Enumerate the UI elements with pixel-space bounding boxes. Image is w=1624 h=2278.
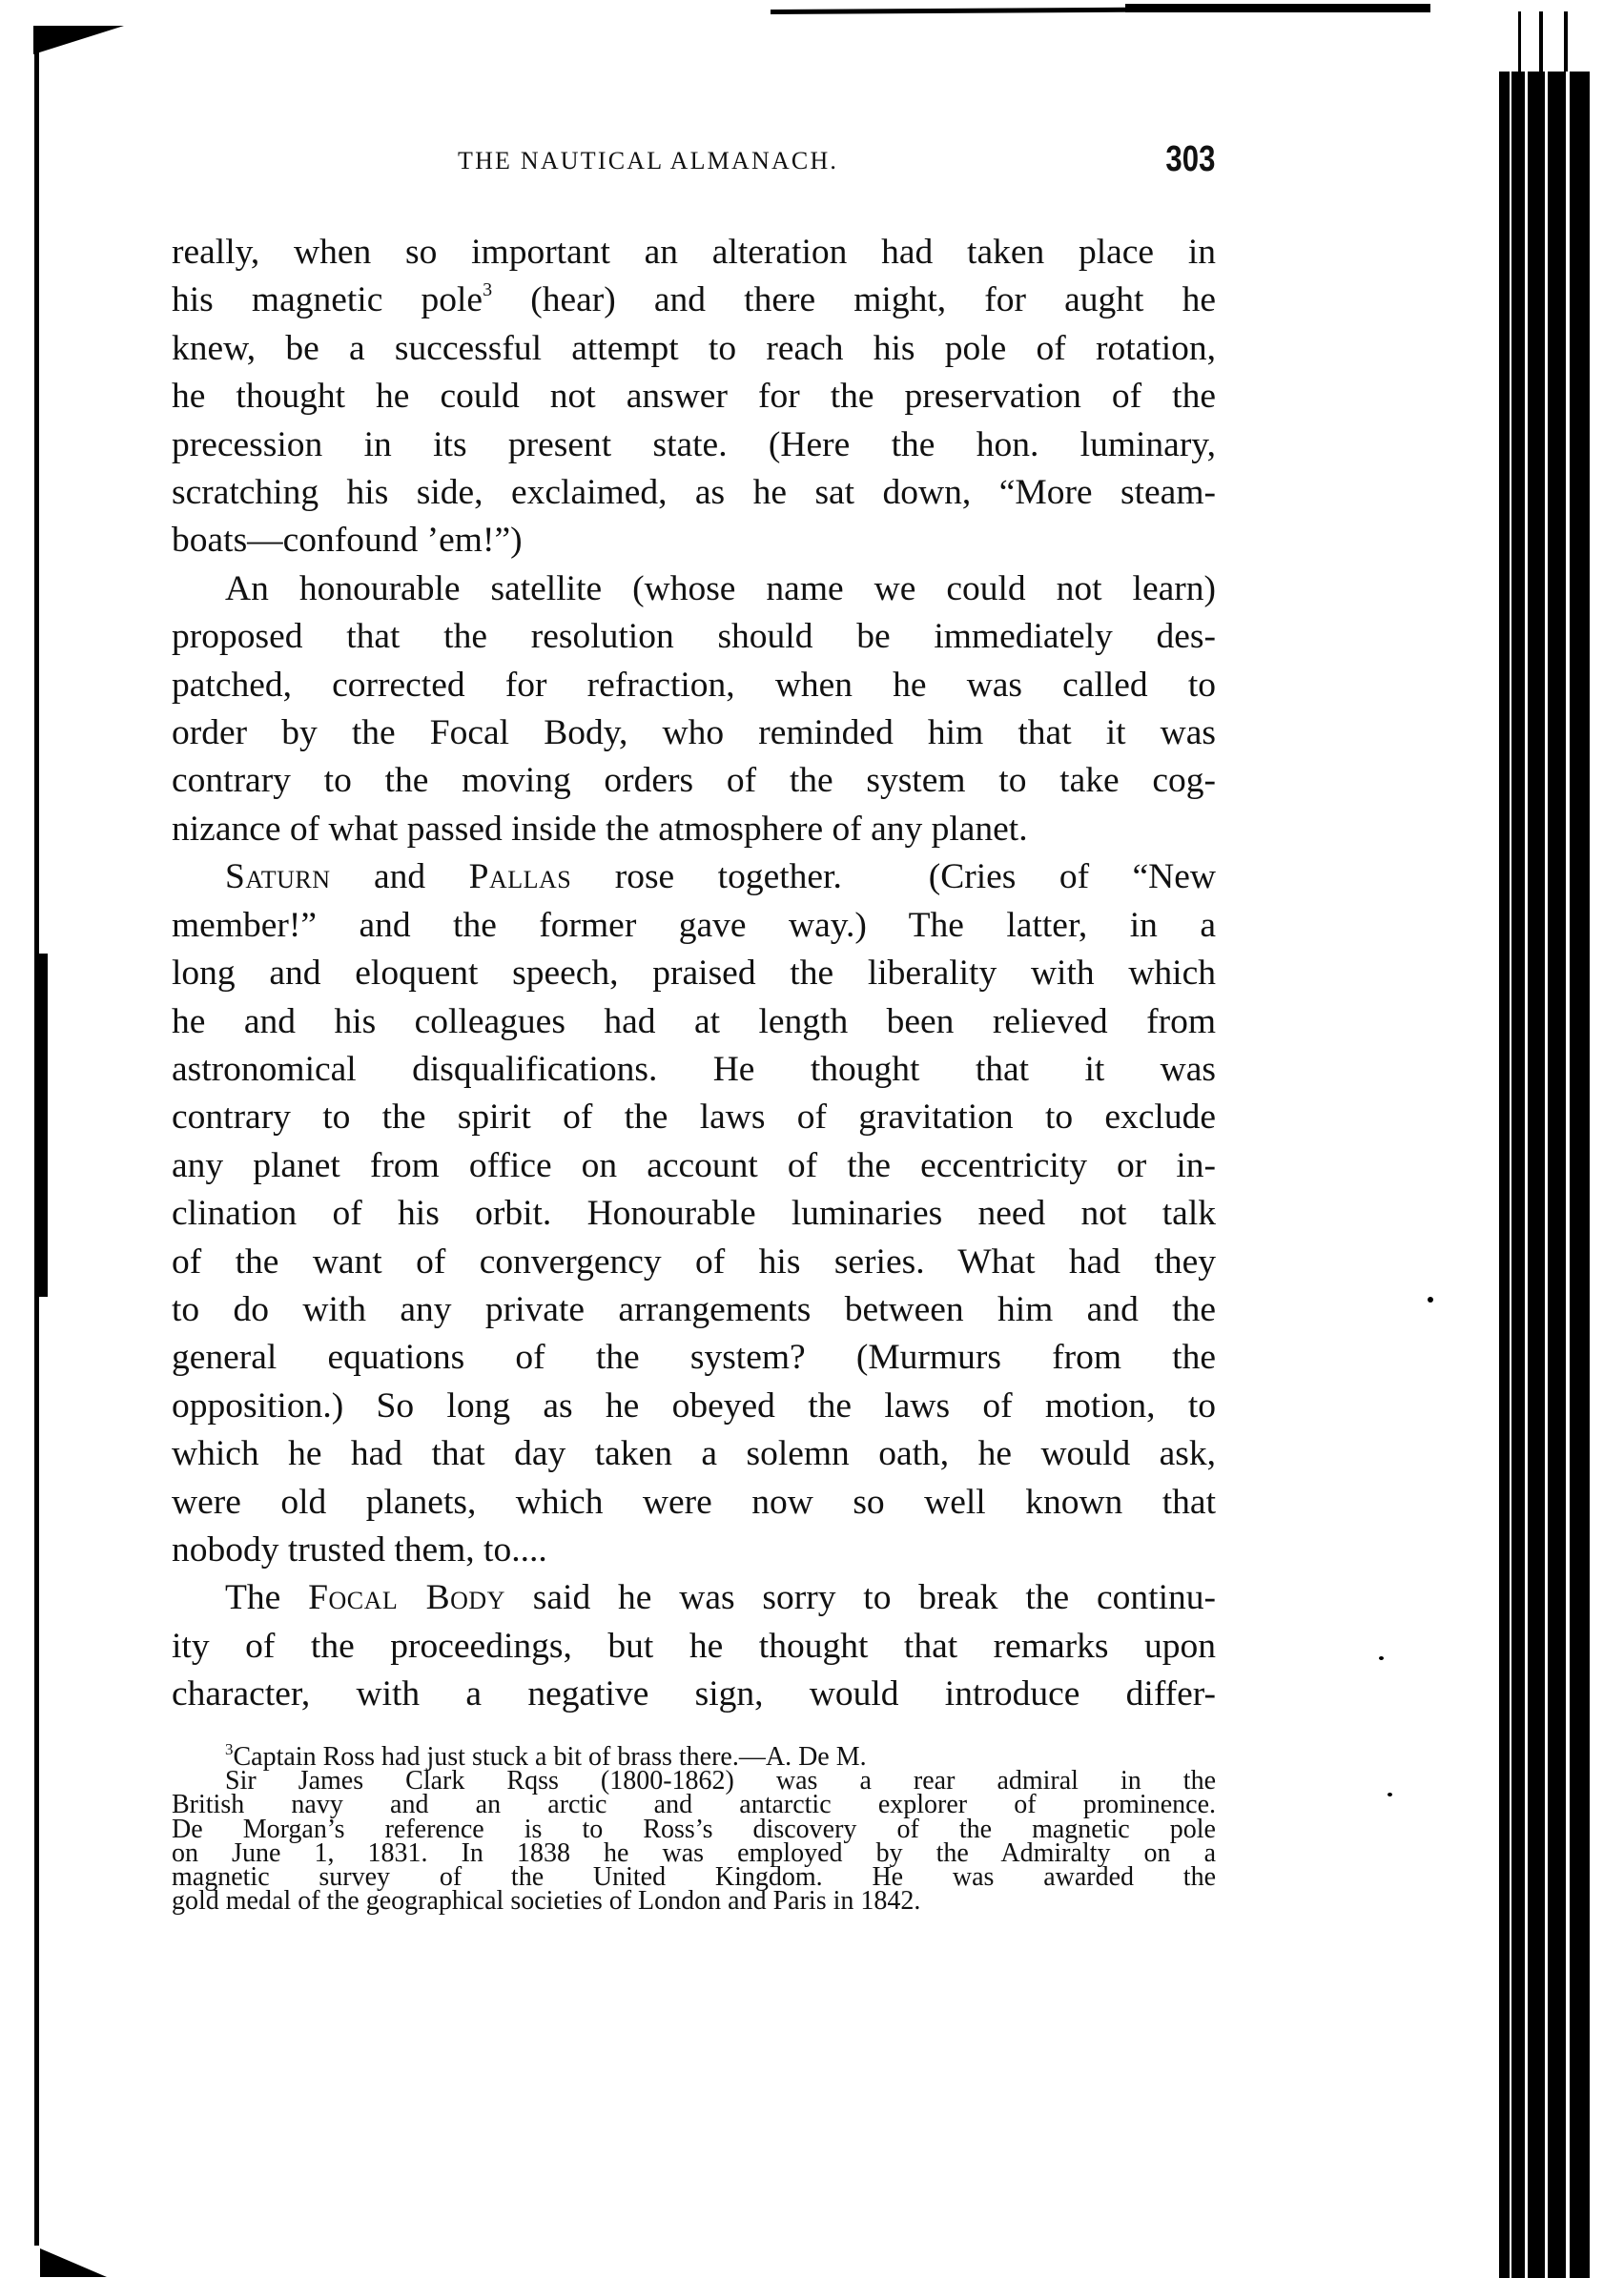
binding-edge-top [1507, 11, 1583, 73]
text-line: were old planets, which were now so well known that [172, 1482, 1216, 1522]
page-left-edge-shadow [36, 954, 48, 1297]
footnote-ref[interactable]: 3 [483, 279, 493, 301]
text-fragment: said he was sorry to break the continu- [504, 1578, 1216, 1618]
text-line: long and eloquent speech, praised the liberality with which [172, 954, 1216, 994]
paragraph [172, 853, 1216, 1574]
text-line: any planet from office on account of the eccentricity or in- [172, 1145, 1216, 1185]
text-fragment: his magnetic pole [172, 280, 483, 320]
editor-note-line: British navy and an arctic and antarctic explorer of prominence. [172, 1790, 1216, 1820]
text-line: he thought he could not answer for the preservation of the [172, 377, 1216, 417]
text-line [172, 853, 1216, 901]
editor-note-line: magnetic survey of the United Kingdom. He was awarded the [172, 1862, 1216, 1893]
page-corner-shadow-top [33, 26, 124, 54]
text-fragment: The [225, 1578, 309, 1618]
running-title: THE NAUTICAL ALMANACH. [458, 147, 839, 174]
editor-note-line: on June 1, 1831. In 1838 he was employed by the Admiralty on a [172, 1837, 1216, 1868]
text-fragment: and [330, 857, 469, 897]
text-line: contrary to the spirit of the laws of gravitation to exclude [172, 1098, 1216, 1138]
text-line [172, 277, 1216, 324]
footnotes [172, 1740, 1216, 1917]
text-line: he and his colleagues had at length been relieved from [172, 1001, 1216, 1041]
page-number: 303 [1165, 139, 1215, 179]
text-line: knew, be a successful attempt to reach his pole of rotation, [172, 328, 1216, 368]
text-line: ity of the proceedings, but he thought that remarks upon [172, 1626, 1216, 1666]
text-line: clination of his orbit. Honourable luminaries need not talk [172, 1194, 1216, 1234]
text-line [172, 1574, 1216, 1622]
text-line: patched, corrected for refraction, when he was called to [172, 665, 1216, 705]
footnote-mark: 3 [225, 1740, 234, 1758]
paragraph [172, 229, 1216, 565]
scan-speck [1428, 1297, 1433, 1303]
scan-speck [1388, 1793, 1392, 1796]
text-line: proposed that the resolution should be immediately des- [172, 617, 1216, 657]
text-line: opposition.) So long as he obeyed the laws of motion, to [172, 1385, 1216, 1426]
text-line: astronomical disqualifications. He thought that it was [172, 1049, 1216, 1089]
binding-edge [1499, 72, 1590, 2278]
text-line: which he had that day taken a solemn oath, he would ask, [172, 1434, 1216, 1474]
text-line: nobody trusted them, to.... [172, 1529, 547, 1570]
text-line: to do with any private arrangements between him and the [172, 1289, 1216, 1329]
small-caps-name: Pallas [468, 857, 572, 897]
text-fragment: rose together. (Cries of “New [571, 857, 1216, 897]
page-top-edge-shadow [1125, 4, 1430, 12]
small-caps-name: Saturn [225, 857, 331, 897]
text-line: really, when so important an alteration had taken place in [172, 233, 1216, 272]
text-fragment: (hear) and there might, for aught he [492, 280, 1217, 320]
text-line: scratching his side, exclaimed, as he sat down, “More steam- [172, 473, 1216, 513]
text-line: order by the Focal Body, who reminded him that it was [172, 713, 1216, 753]
running-header [458, 139, 1221, 181]
text-line: general equations of the system? (Murmurs from the [172, 1338, 1216, 1378]
text-line: of the want of convergency of his series. What had they [172, 1242, 1216, 1282]
text-line: boats—confound ’em!”) [172, 521, 523, 561]
small-caps-name: Focal Body [308, 1578, 505, 1618]
editor-note-line: De Morgan’s reference is to Ross’s discovery of the magnetic pole [172, 1814, 1216, 1844]
scan-speck [1379, 1656, 1384, 1660]
text-line: An honourable satellite (whose name we could not learn) [225, 568, 1216, 608]
text-line: character, with a negative sign, would introduce differ- [172, 1674, 1216, 1714]
paragraph [172, 1574, 1216, 1718]
footnote-text: Captain Ross had just stuck a bit of brass there.—A. De M. [233, 1742, 867, 1772]
body-text [172, 229, 1216, 1719]
editor-note-line: Sir James Clark Rqss (1800-1862) was a rear admiral in the [225, 1766, 1216, 1796]
paragraph [172, 565, 1216, 853]
text-line: precession in its present state. (Here the hon. luminary, [172, 424, 1216, 464]
page-corner-shadow-bottom [40, 2248, 107, 2277]
editor-note-line: gold medal of the geographical societies of London and Paris in 1842. [172, 1886, 921, 1917]
text-line: member!” and the former gave way.) The latter, in a [172, 905, 1216, 945]
text-line: contrary to the moving orders of the system to take cog- [172, 761, 1216, 801]
text-line: nizance of what passed inside the atmosphere of any planet. [172, 809, 1028, 849]
